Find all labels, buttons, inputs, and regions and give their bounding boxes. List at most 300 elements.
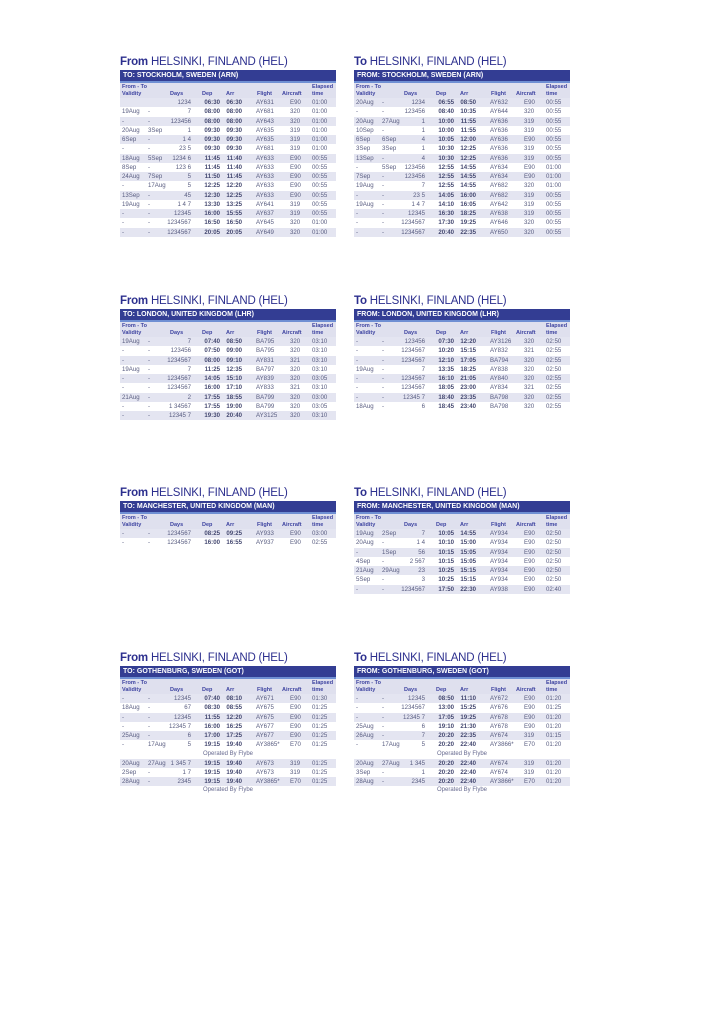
validity-from: - bbox=[356, 695, 359, 702]
header-aircraft: Aircraft bbox=[282, 687, 302, 693]
departure-time: 08:30 bbox=[204, 704, 220, 712]
block-title bbox=[120, 651, 336, 666]
days-cell: 5 bbox=[187, 173, 191, 180]
validity-from: - bbox=[122, 145, 125, 153]
arrival-time: 11:55 bbox=[460, 126, 476, 134]
validity-from: - bbox=[122, 539, 125, 547]
elapsed-time: 01:20 bbox=[546, 713, 562, 721]
elapsed-time: 00:55 bbox=[546, 228, 562, 236]
elapsed-time: 02:55 bbox=[546, 402, 562, 410]
validity-to: 27Aug bbox=[382, 759, 400, 767]
aircraft-type: 319 bbox=[524, 768, 535, 776]
table-row bbox=[120, 722, 336, 731]
validity-from: 25Aug bbox=[356, 722, 374, 730]
table-row bbox=[120, 538, 336, 547]
aircraft-type: 320 bbox=[524, 365, 535, 373]
validity-from: 2Sep bbox=[122, 768, 137, 776]
days-cell: 23 5 bbox=[179, 145, 191, 153]
departure-time: 12:30 bbox=[204, 191, 220, 199]
elapsed-time: 01:20 bbox=[546, 768, 562, 776]
flight-number: AY635 bbox=[256, 126, 274, 134]
aircraft-type: 320 bbox=[290, 393, 301, 401]
arrival-time: 08:50 bbox=[460, 99, 476, 106]
validity-from: - bbox=[356, 585, 359, 593]
route-subtitle: FROM: GOTHENBURG, SWEDEN (GOT) bbox=[354, 666, 570, 679]
validity-from: - bbox=[356, 191, 359, 199]
validity-from: 18Aug bbox=[356, 402, 374, 410]
days-cell: 12345 bbox=[408, 210, 425, 217]
departure-time: 17:50 bbox=[438, 585, 454, 593]
elapsed-time: 01:15 bbox=[546, 732, 562, 739]
elapsed-time: 02:55 bbox=[546, 347, 562, 355]
days-cell: 6 bbox=[421, 402, 425, 410]
arrival-time: 08:10 bbox=[226, 695, 242, 702]
arrival-time: 22:40 bbox=[460, 778, 476, 785]
elapsed-time: 02:50 bbox=[546, 567, 562, 574]
flight-number: AY840 bbox=[490, 375, 508, 382]
aircraft-type: E70 bbox=[524, 741, 535, 749]
elapsed-time: 01:00 bbox=[312, 145, 328, 153]
flight-number: AY682 bbox=[490, 182, 508, 190]
arrival-time: 18:25 bbox=[460, 210, 476, 217]
elapsed-time: 03:00 bbox=[312, 530, 328, 537]
header-arr: Arr bbox=[226, 522, 235, 528]
flight-number: AY833 bbox=[256, 384, 274, 392]
validity-from: 19Aug bbox=[356, 200, 374, 208]
departure-time: 19:30 bbox=[204, 412, 220, 419]
validity-to: - bbox=[382, 704, 385, 712]
validity-from: 19Aug bbox=[356, 365, 374, 373]
flight-number: AY838 bbox=[490, 365, 508, 373]
validity-to: 3Sep bbox=[382, 145, 397, 153]
departure-time: 10:05 bbox=[438, 530, 454, 537]
days-cell: 123456 bbox=[170, 117, 191, 125]
validity-from: - bbox=[122, 412, 125, 419]
flight-number: AY673 bbox=[256, 768, 274, 776]
table-row bbox=[120, 411, 336, 420]
flight-number: AY937 bbox=[256, 539, 274, 547]
days-cell: 1234567 bbox=[167, 539, 191, 547]
title-prefix: To bbox=[354, 295, 367, 307]
validity-to: - bbox=[148, 210, 151, 217]
days-cell: 3 bbox=[421, 576, 425, 584]
table-row bbox=[354, 694, 570, 703]
validity-to: - bbox=[382, 200, 385, 208]
header-elapsed-time: time bbox=[546, 330, 558, 336]
aircraft-type: E70 bbox=[290, 741, 301, 749]
table-row bbox=[120, 356, 336, 365]
arrival-time: 12:25 bbox=[460, 145, 476, 153]
elapsed-time: 00:55 bbox=[546, 108, 562, 116]
validity-from: - bbox=[356, 704, 359, 712]
departure-time: 14:10 bbox=[438, 200, 454, 208]
arrival-time: 10:35 bbox=[460, 108, 476, 116]
header-dep: Dep bbox=[202, 522, 213, 528]
aircraft-type: E90 bbox=[290, 732, 301, 739]
departure-time: 07:50 bbox=[204, 347, 220, 355]
header-aircraft: Aircraft bbox=[516, 522, 536, 528]
elapsed-time: 03:10 bbox=[312, 412, 328, 419]
flight-number: AY636 bbox=[490, 117, 508, 125]
table-row bbox=[354, 383, 570, 392]
days-cell: 12345 bbox=[174, 713, 191, 721]
arrival-time: 21:05 bbox=[460, 375, 476, 382]
validity-from: 20Aug bbox=[356, 539, 374, 547]
validity-from: 24Aug bbox=[122, 173, 140, 180]
title-prefix: To bbox=[354, 487, 367, 499]
flight-number: AY646 bbox=[490, 219, 508, 227]
table-row bbox=[120, 144, 336, 153]
table-row bbox=[120, 374, 336, 383]
column-header bbox=[120, 83, 336, 98]
validity-from: - bbox=[122, 695, 125, 702]
validity-from: 3Sep bbox=[356, 145, 371, 153]
departure-time: 16:00 bbox=[204, 722, 220, 730]
aircraft-type: 320 bbox=[524, 182, 535, 190]
elapsed-time: 01:00 bbox=[312, 136, 328, 143]
block-title bbox=[354, 486, 570, 501]
header-elapsed: Elapsed bbox=[312, 680, 334, 686]
table-row bbox=[120, 713, 336, 722]
arrival-time: 17:05 bbox=[460, 356, 476, 364]
days-cell: 2345 bbox=[177, 778, 191, 785]
departure-time: 19:15 bbox=[204, 759, 220, 767]
validity-from: - bbox=[122, 210, 125, 217]
table-row bbox=[354, 163, 570, 172]
aircraft-type: 319 bbox=[524, 126, 535, 134]
arrival-time: 16:00 bbox=[460, 191, 476, 199]
validity-to: - bbox=[148, 356, 151, 364]
days-cell: 1 4 7 bbox=[411, 200, 425, 208]
days-cell: 5 bbox=[421, 741, 425, 749]
flight-number: AY934 bbox=[490, 548, 508, 556]
days-cell: 1 4 bbox=[416, 539, 425, 547]
aircraft-type: E90 bbox=[524, 576, 535, 584]
column-header bbox=[120, 514, 336, 529]
title-prefix: From bbox=[120, 56, 148, 68]
aircraft-type: E90 bbox=[524, 173, 535, 180]
elapsed-time: 01:25 bbox=[312, 759, 328, 767]
arrival-time: 12:20 bbox=[226, 713, 242, 721]
days-cell: 1 bbox=[421, 768, 425, 776]
table-row bbox=[354, 557, 570, 566]
flight-number: AY641 bbox=[256, 200, 274, 208]
validity-to: - bbox=[382, 695, 385, 702]
validity-to: - bbox=[382, 365, 385, 373]
timetable-to-hel-from-got bbox=[354, 651, 570, 795]
departure-time: 08:40 bbox=[438, 108, 454, 116]
validity-to: - bbox=[148, 539, 151, 547]
table-row bbox=[354, 566, 570, 575]
arrival-time: 22:40 bbox=[460, 768, 476, 776]
validity-to: - bbox=[382, 539, 385, 547]
route-subtitle: TO: GOTHENBURG, SWEDEN (GOT) bbox=[120, 666, 336, 679]
flight-number: AY671 bbox=[256, 695, 274, 702]
header-days: Days bbox=[170, 91, 184, 97]
aircraft-type: 320 bbox=[290, 219, 301, 227]
validity-from: - bbox=[356, 347, 359, 355]
header-days: Days bbox=[170, 522, 184, 528]
days-cell: 1234567 bbox=[167, 356, 191, 364]
aircraft-type: 320 bbox=[524, 338, 535, 345]
arrival-time: 23:35 bbox=[460, 393, 476, 401]
validity-to: - bbox=[382, 778, 385, 785]
validity-from: 19Aug bbox=[356, 530, 374, 537]
arrival-time: 08:00 bbox=[226, 108, 242, 116]
header-elapsed-time: time bbox=[312, 330, 324, 336]
table-row bbox=[120, 777, 336, 786]
table-row bbox=[354, 144, 570, 153]
elapsed-time: 01:25 bbox=[312, 732, 328, 739]
table-row bbox=[354, 713, 570, 722]
header-days: Days bbox=[404, 330, 418, 336]
table-row bbox=[120, 740, 336, 749]
table-row bbox=[120, 191, 336, 200]
flight-number: AY633 bbox=[256, 182, 274, 190]
departure-time: 17:05 bbox=[438, 713, 454, 721]
days-cell: 1 bbox=[421, 126, 425, 134]
days-cell: 7 bbox=[421, 182, 425, 190]
elapsed-time: 02:55 bbox=[546, 356, 562, 364]
validity-from: 28Aug bbox=[356, 778, 374, 785]
header-arr: Arr bbox=[460, 522, 469, 528]
flight-number: AY839 bbox=[256, 375, 274, 382]
validity-from: 20Aug bbox=[356, 99, 374, 106]
table-row bbox=[354, 181, 570, 190]
flight-number: AY3866* bbox=[490, 741, 514, 749]
title-place: HELSINKI, FINLAND (HEL) bbox=[150, 487, 288, 499]
departure-time: 10:15 bbox=[438, 548, 454, 556]
aircraft-type: E90 bbox=[524, 136, 535, 143]
aircraft-type: 321 bbox=[524, 347, 535, 355]
title-prefix: From bbox=[120, 295, 148, 307]
flight-number: AY677 bbox=[256, 722, 274, 730]
departure-time: 08:00 bbox=[204, 108, 220, 116]
days-cell: 7 bbox=[187, 108, 191, 116]
departure-time: 10:30 bbox=[438, 145, 454, 153]
elapsed-time: 01:20 bbox=[546, 722, 562, 730]
arrival-time: 16:50 bbox=[226, 219, 242, 227]
validity-to: - bbox=[148, 695, 151, 702]
arrival-time: 15:15 bbox=[460, 567, 476, 574]
header-aircraft: Aircraft bbox=[516, 91, 536, 97]
aircraft-type: E90 bbox=[290, 182, 301, 190]
arrival-time: 16:55 bbox=[226, 539, 242, 547]
elapsed-time: 01:20 bbox=[546, 778, 562, 785]
validity-from: 13Sep bbox=[122, 191, 140, 199]
days-cell: 2345 bbox=[411, 778, 425, 785]
aircraft-type: 319 bbox=[524, 145, 535, 153]
elapsed-time: 01:00 bbox=[546, 163, 562, 171]
block-title bbox=[354, 651, 570, 666]
validity-to: - bbox=[382, 732, 385, 739]
table-row bbox=[354, 126, 570, 135]
validity-to: - bbox=[382, 356, 385, 364]
flight-number: BA794 bbox=[490, 356, 509, 364]
flight-number: AY675 bbox=[256, 713, 274, 721]
elapsed-time: 01:25 bbox=[312, 741, 328, 749]
arrival-time: 06:30 bbox=[226, 99, 242, 106]
departure-time: 10:00 bbox=[438, 126, 454, 134]
departure-time: 09:30 bbox=[204, 136, 220, 143]
arrival-time: 11:55 bbox=[460, 117, 476, 125]
validity-to: - bbox=[148, 228, 151, 236]
header-dep: Dep bbox=[202, 91, 213, 97]
arrival-time: 19:25 bbox=[460, 219, 476, 227]
table-row bbox=[120, 694, 336, 703]
route-subtitle: FROM: LONDON, UNITED KINGDOM (LHR) bbox=[354, 309, 570, 322]
validity-to: 17Aug bbox=[148, 741, 166, 749]
arrival-time: 23:40 bbox=[460, 402, 476, 410]
aircraft-type: E90 bbox=[524, 557, 535, 565]
header-elapsed: Elapsed bbox=[312, 515, 334, 521]
table-row bbox=[354, 117, 570, 126]
header-elapsed: Elapsed bbox=[312, 323, 334, 329]
days-cell: 1234567 bbox=[167, 228, 191, 236]
validity-from: - bbox=[122, 182, 125, 190]
validity-from: 20Aug bbox=[356, 759, 374, 767]
flight-number: AY934 bbox=[490, 530, 508, 537]
flight-number: AY636 bbox=[490, 126, 508, 134]
header-days: Days bbox=[404, 522, 418, 528]
flight-number: BA795 bbox=[256, 347, 275, 355]
departure-time: 06:55 bbox=[438, 99, 454, 106]
validity-from: - bbox=[122, 356, 125, 364]
validity-to: - bbox=[382, 338, 385, 345]
table-row bbox=[120, 154, 336, 163]
arrival-time: 15:00 bbox=[460, 539, 476, 547]
flight-number: AY650 bbox=[490, 228, 508, 236]
aircraft-type: 320 bbox=[524, 402, 535, 410]
table-row bbox=[354, 209, 570, 218]
departure-time: 11:45 bbox=[204, 163, 220, 171]
block-title bbox=[120, 55, 336, 70]
arrival-time: 12:20 bbox=[460, 338, 476, 345]
flight-number: AY631 bbox=[256, 99, 274, 106]
aircraft-type: E70 bbox=[290, 778, 301, 785]
departure-time: 16:00 bbox=[204, 384, 220, 392]
validity-from: 19Aug bbox=[356, 182, 374, 190]
flight-number: AY633 bbox=[256, 191, 274, 199]
header-dep: Dep bbox=[436, 687, 447, 693]
elapsed-time: 01:00 bbox=[312, 228, 328, 236]
arrival-time: 12:25 bbox=[226, 191, 242, 199]
validity-from: - bbox=[356, 384, 359, 392]
header-elapsed: Elapsed bbox=[546, 515, 568, 521]
header-aircraft: Aircraft bbox=[516, 687, 536, 693]
timetable-to-hel-from-arn bbox=[354, 55, 570, 237]
aircraft-type: 320 bbox=[290, 108, 301, 116]
validity-to: 1Sep bbox=[382, 548, 397, 556]
header-flight: Flight bbox=[257, 91, 272, 97]
table-row bbox=[354, 538, 570, 547]
days-cell: 6 bbox=[421, 722, 425, 730]
days-cell: 1234 6 bbox=[172, 154, 191, 162]
validity-to: - bbox=[148, 200, 151, 208]
header-aircraft: Aircraft bbox=[282, 91, 302, 97]
header-aircraft: Aircraft bbox=[282, 330, 302, 336]
departure-time: 07:40 bbox=[204, 695, 220, 702]
title-place: HELSINKI, FINLAND (HEL) bbox=[150, 295, 288, 307]
days-cell: 45 bbox=[184, 191, 191, 199]
days-cell: 123456 bbox=[404, 163, 425, 171]
elapsed-time: 00:55 bbox=[546, 136, 562, 143]
arrival-time: 22:40 bbox=[460, 741, 476, 749]
table-row bbox=[354, 135, 570, 144]
table-row bbox=[354, 740, 570, 749]
validity-to: 6Sep bbox=[382, 136, 397, 143]
departure-time: 14:05 bbox=[438, 191, 454, 199]
header-elapsed-time: time bbox=[312, 687, 324, 693]
elapsed-time: 00:55 bbox=[546, 145, 562, 153]
days-cell: 123456 bbox=[404, 173, 425, 180]
arrival-time: 17:25 bbox=[226, 732, 242, 739]
elapsed-time: 00:55 bbox=[546, 117, 562, 125]
arrival-time: 08:00 bbox=[226, 117, 242, 125]
departure-time: 19:15 bbox=[204, 768, 220, 776]
header-from-to: From - To bbox=[356, 84, 381, 90]
days-cell: 1 4 7 bbox=[177, 200, 191, 208]
departure-time: 09:30 bbox=[204, 126, 220, 134]
title-place: HELSINKI, FINLAND (HEL) bbox=[150, 56, 288, 68]
validity-from: 20Aug bbox=[122, 126, 140, 134]
validity-from: - bbox=[356, 375, 359, 382]
title-place: HELSINKI, FINLAND (HEL) bbox=[369, 295, 507, 307]
flight-number: AY678 bbox=[490, 722, 508, 730]
days-cell: 1 bbox=[421, 145, 425, 153]
departure-time: 08:25 bbox=[204, 530, 220, 537]
arrival-time: 15:05 bbox=[460, 548, 476, 556]
validity-to: - bbox=[148, 365, 151, 373]
departure-time: 17:55 bbox=[204, 393, 220, 401]
arrival-time: 20:05 bbox=[226, 228, 242, 236]
header-elapsed: Elapsed bbox=[312, 84, 334, 90]
days-cell: 1234567 bbox=[401, 585, 425, 593]
aircraft-type: E90 bbox=[524, 704, 535, 712]
days-cell: 123456 bbox=[404, 108, 425, 116]
days-cell: 5 bbox=[187, 182, 191, 190]
aircraft-type: E90 bbox=[524, 713, 535, 721]
title-prefix: From bbox=[120, 652, 148, 664]
table-row bbox=[354, 759, 570, 768]
flight-number: AY3865* bbox=[256, 741, 280, 749]
flight-number: AY678 bbox=[490, 713, 508, 721]
days-cell: 1234567 bbox=[401, 384, 425, 392]
operated-by-note: Operated By Flybe bbox=[436, 750, 488, 757]
departure-time: 10:00 bbox=[438, 117, 454, 125]
days-cell: 12345 bbox=[174, 695, 191, 702]
arrival-time: 11:40 bbox=[226, 163, 242, 171]
table-row bbox=[354, 402, 570, 411]
aircraft-type: E90 bbox=[290, 163, 301, 171]
header-days: Days bbox=[170, 687, 184, 693]
departure-time: 11:50 bbox=[204, 173, 220, 180]
arrival-time: 21:30 bbox=[460, 722, 476, 730]
days-cell: 1234567 bbox=[401, 347, 425, 355]
days-cell: 123456 bbox=[170, 347, 191, 355]
table-row bbox=[354, 548, 570, 557]
aircraft-type: 320 bbox=[290, 365, 301, 373]
elapsed-time: 03:10 bbox=[312, 347, 328, 355]
aircraft-type: 321 bbox=[290, 356, 301, 364]
flight-number: AY673 bbox=[256, 759, 274, 767]
validity-from: 26Aug bbox=[356, 732, 374, 739]
table-row bbox=[354, 768, 570, 777]
days-cell: 1234567 bbox=[401, 375, 425, 382]
arrival-time: 14:55 bbox=[460, 182, 476, 190]
elapsed-time: 01:00 bbox=[312, 99, 328, 106]
validity-from: - bbox=[356, 713, 359, 721]
